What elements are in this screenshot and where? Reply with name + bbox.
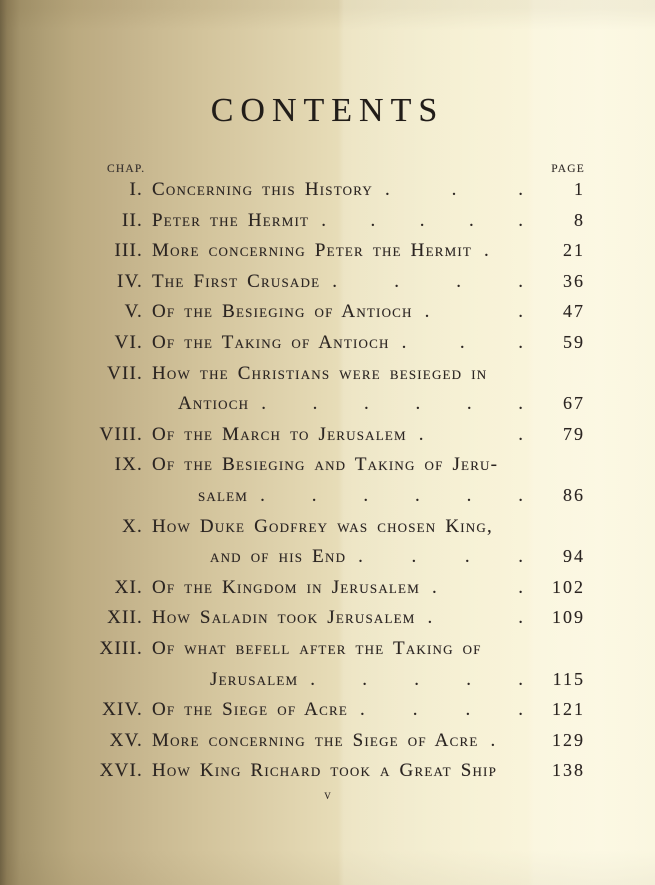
chap-column-header: CHAP. xyxy=(107,163,146,175)
toc-row-continuation xyxy=(85,546,585,577)
chapter-number: I. xyxy=(129,179,143,200)
chapter-title-continued: and of his End xyxy=(210,546,347,568)
chapter-title: The First Crusade xyxy=(152,270,321,292)
chapter-number: V. xyxy=(124,301,143,323)
toc-row-continuation xyxy=(85,669,585,700)
chapter-title: Of the Taking of Antioch xyxy=(152,331,390,353)
chapter-title: More concerning the Siege of Acre xyxy=(152,729,479,751)
dot-leader: . . . xyxy=(401,331,523,353)
page-number: 1 xyxy=(574,179,585,199)
toc-row xyxy=(85,210,585,241)
dot-leader: . . . . xyxy=(359,699,523,721)
chapter-title: Of the Besieging and Taking of Jeru- xyxy=(152,454,499,476)
chapter-title: Of the Siege of Acre xyxy=(152,699,348,721)
chapter-number: XV. xyxy=(109,729,143,751)
page-number: 138 xyxy=(552,760,585,781)
page-number: 94 xyxy=(563,546,585,567)
toc-row xyxy=(85,638,585,669)
toc-row xyxy=(85,363,585,394)
dot-leader: . . . . . xyxy=(321,209,523,231)
dot-leader: . . . . . . xyxy=(261,393,523,415)
toc-row-continuation xyxy=(85,393,585,424)
toc-row xyxy=(85,271,585,302)
dot-leader: . xyxy=(484,240,489,262)
chapter-title: Of the Kingdom in Jerusalem xyxy=(152,576,420,598)
toc-row xyxy=(85,424,585,455)
chapter-number: VII. xyxy=(107,362,143,384)
page-number: 67 xyxy=(563,393,585,414)
page-number: 36 xyxy=(563,270,585,291)
toc-row xyxy=(85,577,585,608)
page-column-header: PAGE xyxy=(551,163,585,175)
page-number: 102 xyxy=(552,576,585,597)
toc-row xyxy=(85,332,585,363)
chapter-number: XI. xyxy=(114,576,143,598)
dot-leader: . xyxy=(490,729,496,751)
dot-leader: . . . . . . xyxy=(260,484,523,506)
toc-row xyxy=(85,699,585,730)
chapter-number: XVI. xyxy=(99,760,143,782)
chapter-title: How Saladin took Jerusalem xyxy=(152,607,416,629)
toc-row xyxy=(85,607,585,638)
chapter-number: VIII. xyxy=(99,423,143,445)
page-number: 109 xyxy=(552,607,585,628)
chapter-number: IX. xyxy=(114,454,143,476)
chapter-number: IV. xyxy=(117,270,143,292)
chapter-number: XIII. xyxy=(99,637,143,659)
page-number: 47 xyxy=(563,301,585,322)
page-title: CONTENTS xyxy=(210,92,445,129)
page-number: 86 xyxy=(563,484,585,505)
chapter-title: Concerning this History xyxy=(152,179,373,200)
chapter-number: VI. xyxy=(114,331,143,353)
toc-list xyxy=(85,179,585,791)
toc-row-continuation xyxy=(85,485,585,516)
chapter-title-continued: Antioch xyxy=(178,393,250,415)
page-number: 121 xyxy=(552,699,585,720)
toc-row xyxy=(85,179,585,210)
page-number: 59 xyxy=(563,331,585,352)
chapter-title: Peter the Hermit xyxy=(152,209,310,231)
dot-leader: . . . . . xyxy=(310,668,523,690)
chapter-title: Of what befell after the Taking of xyxy=(152,637,482,659)
toc-row xyxy=(85,730,585,761)
chapter-number: II. xyxy=(121,209,143,231)
page-number: 115 xyxy=(552,668,585,689)
page-number: 8 xyxy=(574,209,585,230)
chapter-number: XIV. xyxy=(102,699,143,721)
toc-row xyxy=(85,240,585,271)
page-number: 129 xyxy=(552,729,585,750)
toc-row xyxy=(85,301,585,332)
chapter-title-continued: salem xyxy=(198,484,249,506)
dot-leader: . . xyxy=(431,576,523,598)
chapter-title: Of the Besieging of Antioch xyxy=(152,301,413,323)
folio: v xyxy=(324,786,331,802)
chapter-title: Of the March to Jerusalem xyxy=(152,423,407,445)
dot-leader: . . . . xyxy=(358,546,523,568)
dot-leader: . . xyxy=(427,607,523,629)
chapter-title: How the Christians were besieged in xyxy=(152,362,488,384)
chapter-number: X. xyxy=(122,515,143,537)
chapter-title: How Duke Godfrey was chosen King, xyxy=(152,515,493,537)
chapter-number: III. xyxy=(114,240,143,262)
page-number: 21 xyxy=(563,240,585,261)
dot-leader: . . xyxy=(424,301,523,323)
chapter-title-continued: Jerusalem xyxy=(210,668,299,690)
column-headers xyxy=(85,163,585,175)
chapter-title: How King Richard took a Great Ship xyxy=(152,760,498,782)
chapter-number: XII. xyxy=(107,607,143,629)
dot-leader: . . . xyxy=(384,179,523,200)
dot-leader: . . xyxy=(418,423,523,445)
contents-block xyxy=(0,163,655,791)
page-number: 79 xyxy=(563,423,585,444)
toc-row xyxy=(85,516,585,547)
toc-row xyxy=(85,454,585,485)
chapter-title: More concerning Peter the Hermit xyxy=(152,240,473,262)
dot-leader: . . . . xyxy=(332,270,523,292)
